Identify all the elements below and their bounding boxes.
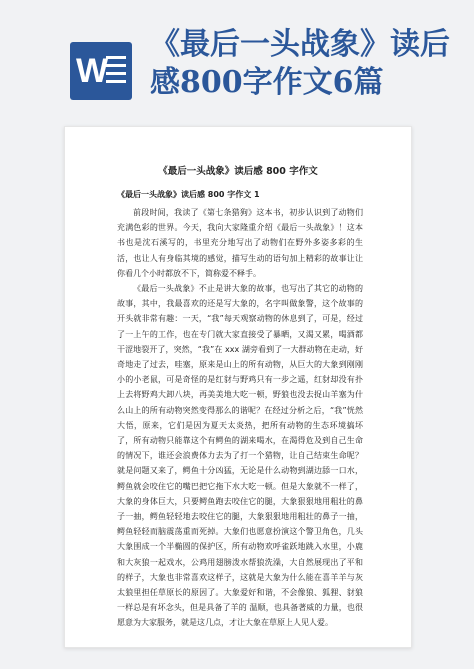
paragraph-1: 前段时间，我读了《第七条猎狗》这本书，初步认识到了动物们充满色彩的世界。今天，我向大家隆重介绍《最后一头战象》！这本书也是沈石溪写的，书里充分地写出了动物们在野外多姿多彩的生活，也让人有身临其境的感觉，描写生动的语句加上精彩的故事让让你看几个小时都放不下，简称爱不释手。	[117, 208, 363, 278]
page-title: 《最后一头战象》读后感800字作文6篇	[150, 27, 450, 100]
paragraph-2: 《最后一头战象》不止是讲大象的故事，也写出了其它的动物的故事，其中，我最喜欢的还是写大象的，名字叫做象警，这个故事的开头就非常有趣：一天，“我”每天观察动物的休息到了，可是，经过了一上午的工作，也在专门就大家直接受了暴晒，又渴又累，喝酒都干涩地裂开了，突然，“我”在 xxx 湖旁看到了一大群动物在走动，好奇地走了过去，哇塞，原来是山上的所有动物，从巨大的大象到刚刚小的小老鼠，可是奇怪的是红豺与野鸡只有一步之遥，红豺却没有扑上去将野鸡大卸八块，再美美地大吃一顿，野狼也没去捉山羊塞为什么山上的所有动物突然变得那么的谐呢？在经过分析之后，“我”恍然大悟，原来，它们是因为夏天太炎热，把所有动物的生态环境搞坏了，所有动物只能靠这个有鳄鱼的湖来喝水，在渴得危及到自己生命的情况下，谁还会浪费体力去为了打一个猎物，让自己结束生命呢？就是问题又来了，鳄鱼十分凶猛，无论是什么动物到湖边舔一口水，鳄鱼就会咬住它的嘴巴把它拖下水大吃一顿。但是大象就不一样了，大象的身体巨大，只要鳄鱼跑去咬住它的腿，大象狠狠地用粗壮的鼻子一抽，鳄鱼轻轻地去咬住它的腿，大象狠狠地用粗壮的鼻子一抽，鳄鱼轻轻而脑震荡重而死掉。大象们也愿意扮演这个警卫角色，几头大象围成一个半椭圆的保护区，所有动物欢呼雀跃地跳入水里，小鹿和大灰狼一起戏水，公鸡用翅膀泼水帮狼洗澡，大自然展现出了平和的样子，大象也非常喜欢这样子，这就是大象为什么能在喜羊羊与灰太狼里担任草原长的原因了。大象爱好和谐，不会像狼、狐狸、豺狼一样总是有坏念头，但是具备了羊的 温顺，也具备著威的力量，也很愿意为大家服务，就是这几点，才让大象在草原上人见人爱。	[117, 284, 363, 628]
word-document-icon	[70, 42, 132, 100]
document-body	[117, 205, 363, 631]
document-title: 《最后一头战象》读后感 800 字作文	[158, 166, 318, 177]
word-icon-lines	[106, 56, 126, 88]
document-subtitle: 《最后一头战象》读后感 800 字作文 1	[117, 190, 260, 199]
document-page	[64, 126, 412, 648]
word-icon-letter: W	[76, 52, 109, 90]
